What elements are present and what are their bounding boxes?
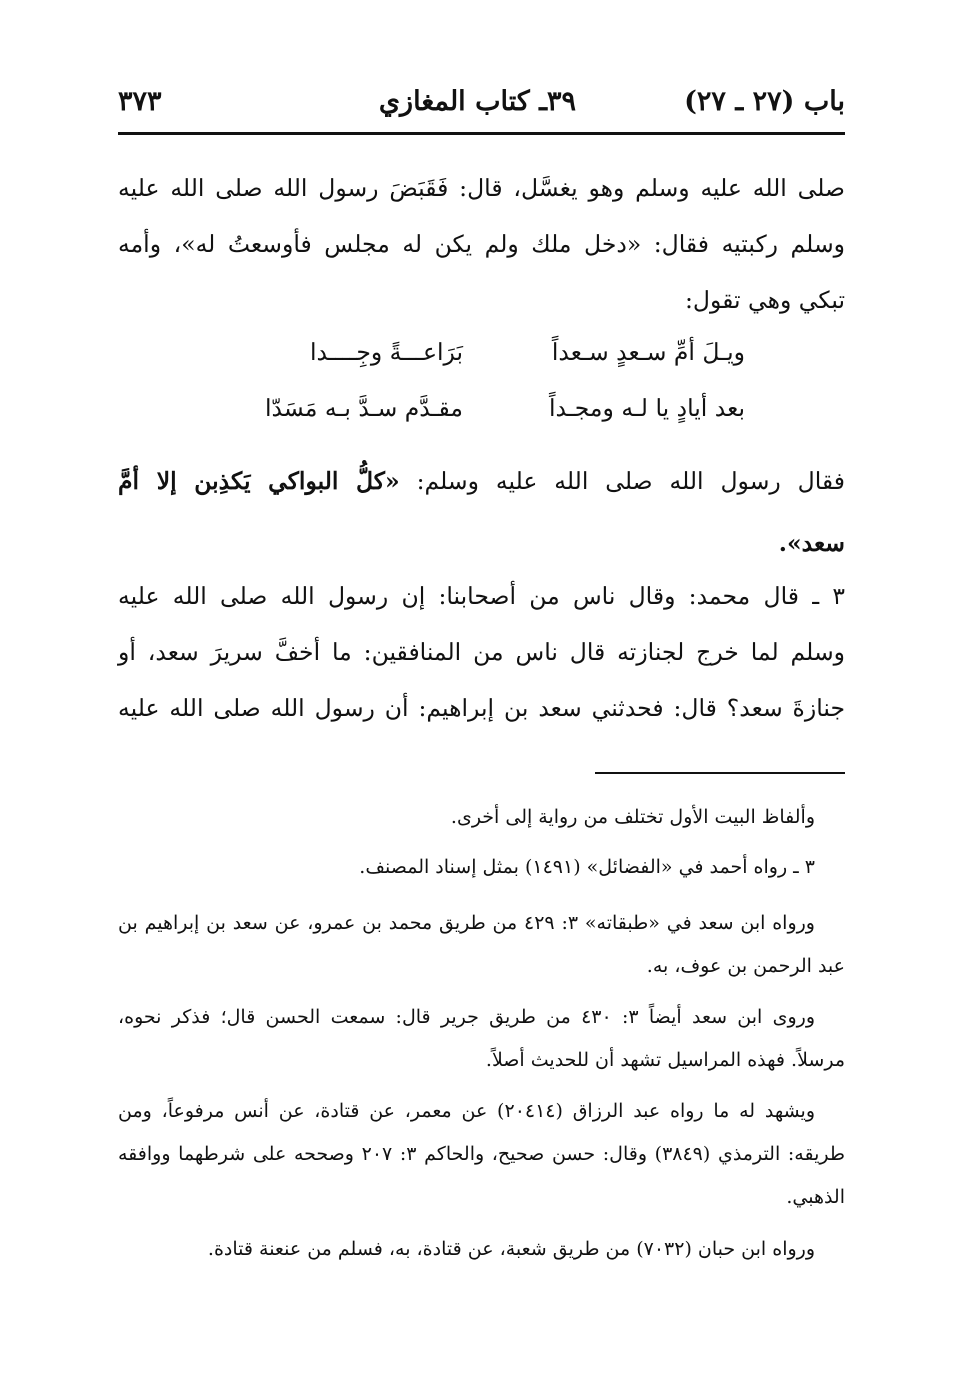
poem-hemistich-1b: بَرَاعـــةً وجِــــدا <box>309 338 463 366</box>
paragraph-2-prefix: فقال رسول الله صلى الله عليه وسلم: <box>399 467 845 495</box>
prophetic-saying: «كلُّ البواكي يَكذِبن إلا أمَّ <box>118 467 400 495</box>
poem-hemistich-1a: ويـلَ أمِّ سـعدٍ سـعداً <box>551 338 745 366</box>
paragraph-1-line: تبكي وهي تقول: <box>684 286 845 314</box>
header-rule <box>118 132 845 135</box>
footnote-2: ٣ ـ رواه أحمد في «الفضائل» (١٤٩١) بمثل إسناد المصنف. <box>359 856 815 878</box>
paragraph-2-line-1 <box>118 450 845 512</box>
chapter-reference: باب (٢٧ ـ ٢٧) <box>684 86 845 117</box>
footnote-3: ورواه ابن سعد في «طبقاته» ٣: ٤٢٩ من طريق محمد بن عمرو، عن سعد بن إبراهيم بن عبد الرحمن بن عوف، به. <box>118 912 845 977</box>
poem-hemistich-2a: بعد أيادٍ يا لـه ومجـداً <box>549 394 745 422</box>
book-title: ٣٩ـ كتاب المغازي <box>378 86 577 117</box>
paragraph-1-line: وسلم ركبتيه فقال: «دخل ملك ولم يكن له مجلس فأوسعتُ له»، وأمه <box>118 230 845 258</box>
footnote-separator <box>595 772 845 774</box>
page-number: ٣٧٣ <box>118 86 162 117</box>
paragraph-3-line: جنازةَ سعد؟ قال: فحدثني سعد بن إبراهيم: أن رسول الله صلى الله عليه <box>118 694 845 722</box>
footnote-6: ورواه ابن حبان (٧٠٣٢) من طريق شعبة، عن قتادة، به، فسلم من عنعنة قتادة. <box>207 1238 815 1260</box>
footnote-5: ويشهد له ما رواه عبد الرزاق (٢٠٤١٤) عن معمر، عن قتادة، عن أنس مرفوعاً، ومن طريقه: الترمذي (٣٨٤٩) وقال: حسن صحيح، والحاكم ٣: ٢٠٧ وصححه على شرطهما ووافقه الذهبي. <box>118 1100 845 1208</box>
paragraph-1 <box>118 160 845 328</box>
paragraph-3-line: ٣ ـ قال محمد: وقال ناس من أصحابنا: إن رسول الله صلى الله عليه <box>118 582 845 610</box>
prophetic-saying-end: سعد». <box>778 529 845 557</box>
poem-hemistich-2b: مقـدَّم سـدَّ بـه مَسَدّا <box>264 394 463 422</box>
paragraph-2 <box>118 450 845 574</box>
paragraph-3 <box>118 568 845 736</box>
footnote-1: وألفاظ البيت الأول تختلف من رواية إلى أخرى. <box>450 806 815 828</box>
footnote-4: وروى ابن سعد أيضاً ٣: ٤٣٠ من طريق جرير قال: سمعت الحسن قال؛ فذكر نحوه، مرسلاً. فهذه المراسيل تشهد أن للحديث أصلاً. <box>118 1006 845 1071</box>
paragraph-2-line-2 <box>118 512 845 574</box>
paragraph-1-line: صلى الله عليه وسلم وهو يغسَّل، قال: فَقَبَضَ رسول الله صلى الله عليه <box>118 174 845 202</box>
paragraph-3-line: وسلم لما خرج لجنازته قال ناس من المنافقين: ما أخفَّ سريرَ سعد، أو <box>118 638 845 666</box>
